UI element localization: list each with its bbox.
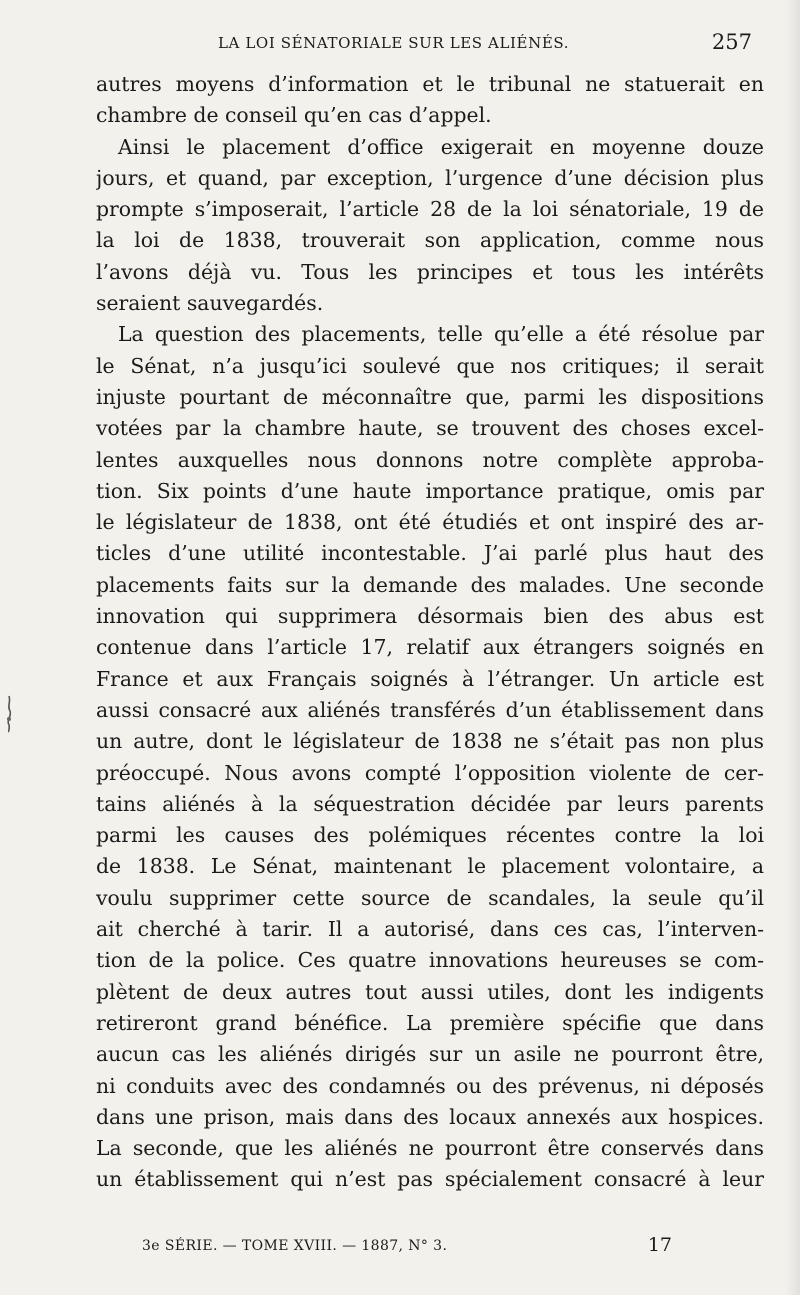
text-line: de 1838. Le Sénat, maintenant le placement volontaire, a xyxy=(96,854,764,879)
text-line: La question des placements, telle qu’elle a été résolue par xyxy=(118,322,764,347)
text-line: préoccupé. Nous avons compté l’opposition violente de cer- xyxy=(96,760,764,785)
sheet-number: 17 xyxy=(647,1234,672,1256)
text-line: ait cherché à tarir. Il a autorisé, dans ces cas, l’interven- xyxy=(96,917,764,942)
text-line: le législateur de 1838, ont été étudiés et ont inspiré des ar- xyxy=(96,510,764,535)
text-line: tains aliénés à la séquestration décidée par leurs parents xyxy=(96,791,764,816)
text-line: un établissement qui n’est pas spécialement consacré à leur xyxy=(96,1167,764,1192)
text-line: voulu supprimer cette source de scandales, la seule qu’il xyxy=(96,885,764,910)
text-line: tion. Six points d’une haute importance pratique, omis par xyxy=(96,478,764,503)
text-line: placements faits sur la demande des malades. Une seconde xyxy=(96,572,764,597)
running-title: LA LOI SÉNATORIALE SUR LES ALIÉNÉS. xyxy=(218,34,570,52)
text-line: aussi consacré aux aliénés transférés d’un établissement dans xyxy=(96,697,764,722)
text-line: tion de la police. Ces quatre innovations heureuses se com- xyxy=(96,948,764,973)
text-line: lentes auxquelles nous donnons notre complète approba- xyxy=(96,447,764,472)
text-line: jours, et quand, par exception, l’urgence d’une décision plus xyxy=(96,165,764,190)
text-line: dans une prison, mais dans des locaux annexés aux hospices. xyxy=(96,1104,764,1129)
text-line: contenue dans l’article 17, relatif aux étrangers soignés en xyxy=(96,635,764,660)
text-line: autres moyens d’information et le tribunal ne statuerait en xyxy=(96,72,764,96)
text-line: injuste pourtant de méconnaître que, parmi les dispositions xyxy=(96,384,764,409)
text-line: retireront grand bénéfice. La première spécifie que dans xyxy=(96,1010,764,1035)
footer-signature: 3e SÉRIE. — TOME XVIII. — 1887, N° 3. xyxy=(142,1238,448,1254)
text-line: seraient sauvegardés. xyxy=(96,291,324,316)
text-line: La seconde, que les aliénés ne pourront être conservés dans xyxy=(96,1136,764,1161)
text-line: parmi les causes des polémiques récentes contre la loi xyxy=(96,823,764,848)
text-line: Ainsi le placement d’office exigerait en moyenne douze xyxy=(118,134,764,159)
page-footer xyxy=(142,1236,672,1260)
page-number: 257 xyxy=(711,30,752,54)
page-edge-shadow xyxy=(786,0,800,1295)
text-line: innovation qui supprimera désormais bien des abus est xyxy=(96,604,764,629)
margin-ink-blot xyxy=(3,695,15,733)
text-line: l’avons déjà vu. Tous les principes et tous les intérêts xyxy=(96,259,764,284)
text-line: aucun cas les aliénés dirigés sur un asile ne pourront être, xyxy=(96,1042,764,1067)
text-line: ni conduits avec des condamnés ou des prévenus, ni déposés xyxy=(96,1073,764,1098)
text-line: plètent de deux autres tout aussi utiles, dont les indigents xyxy=(96,979,764,1004)
text-line: chambre de conseil qu’en cas d’appel. xyxy=(96,103,492,128)
body-text xyxy=(96,69,764,1196)
text-line: prompte s’imposerait, l’article 28 de la loi sénatoriale, 19 de xyxy=(96,197,764,222)
text-line: la loi de 1838, trouverait son application, comme nous xyxy=(96,228,764,253)
text-line: le Sénat, n’a jusqu’ici soulevé que nos critiques; il serait xyxy=(96,353,764,378)
text-line: France et aux Français soignés à l’étranger. Un article est xyxy=(96,666,764,691)
running-header xyxy=(210,30,752,58)
text-line: votées par la chambre haute, se trouvent des choses excel- xyxy=(96,416,764,441)
text-line: un autre, dont le législateur de 1838 ne s’était pas non plus xyxy=(96,729,764,754)
text-line: ticles d’une utilité incontestable. J’ai parlé plus haut des xyxy=(96,541,764,566)
